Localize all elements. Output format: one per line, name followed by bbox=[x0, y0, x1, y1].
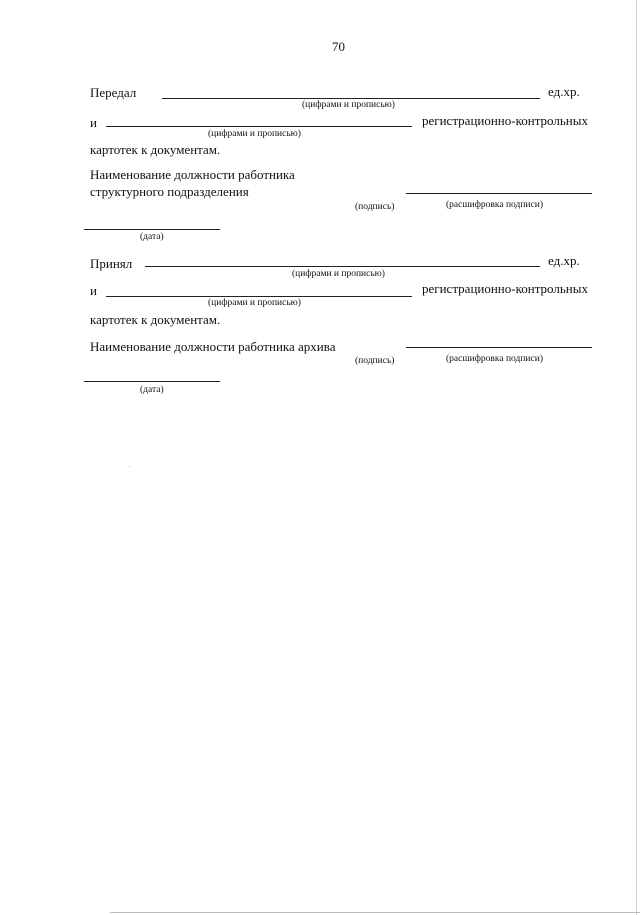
scan-speck bbox=[129, 466, 130, 467]
transfer-date-hint: (дата) bbox=[140, 232, 164, 242]
receive-position-line1: Наименование должности работника архива bbox=[90, 339, 336, 354]
receive-signature-line bbox=[406, 347, 592, 348]
receive-count-line bbox=[145, 266, 540, 267]
transfer-cards-line bbox=[106, 126, 412, 127]
page-number: 70 bbox=[332, 39, 345, 54]
transfer-signature-decode-hint: (расшифровка подписи) bbox=[446, 200, 543, 210]
transfer-label: Передал bbox=[90, 85, 137, 100]
transfer-conj: и bbox=[90, 115, 97, 130]
receive-date-hint: (дата) bbox=[140, 385, 164, 395]
receive-cards-label: регистрационно-контрольных bbox=[422, 281, 588, 296]
receive-count-hint: (цифрами и прописью) bbox=[292, 269, 385, 279]
transfer-signature-line bbox=[406, 193, 592, 194]
transfer-cards-label: регистрационно-контрольных bbox=[422, 113, 588, 128]
receive-signature-hint: (подпись) bbox=[355, 356, 395, 366]
receive-cards-line bbox=[106, 296, 412, 297]
page-edge-bottom bbox=[110, 912, 640, 913]
transfer-count-line bbox=[162, 98, 540, 99]
transfer-count-hint: (цифрами и прописью) bbox=[302, 100, 395, 110]
page-edge-right bbox=[636, 0, 637, 915]
transfer-date-line bbox=[84, 229, 220, 230]
transfer-signature-hint: (подпись) bbox=[355, 202, 395, 212]
transfer-position-line1: Наименование должности работника bbox=[90, 167, 295, 182]
receive-cards-tail: картотек к документам. bbox=[90, 312, 221, 327]
transfer-cards-hint: (цифрами и прописью) bbox=[208, 129, 301, 139]
receive-date-line bbox=[84, 381, 220, 382]
receive-cards-hint: (цифрами и прописью) bbox=[208, 298, 301, 308]
receive-conj: и bbox=[90, 283, 97, 298]
transfer-cards-tail: картотек к документам. bbox=[90, 142, 221, 157]
receive-signature-decode-hint: (расшифровка подписи) bbox=[446, 354, 543, 364]
transfer-position-line2: структурного подразделения bbox=[90, 184, 249, 199]
receive-label: Принял bbox=[90, 256, 133, 271]
receive-units-label: ед.хр. bbox=[548, 253, 580, 268]
transfer-units-label: ед.хр. bbox=[548, 84, 580, 99]
